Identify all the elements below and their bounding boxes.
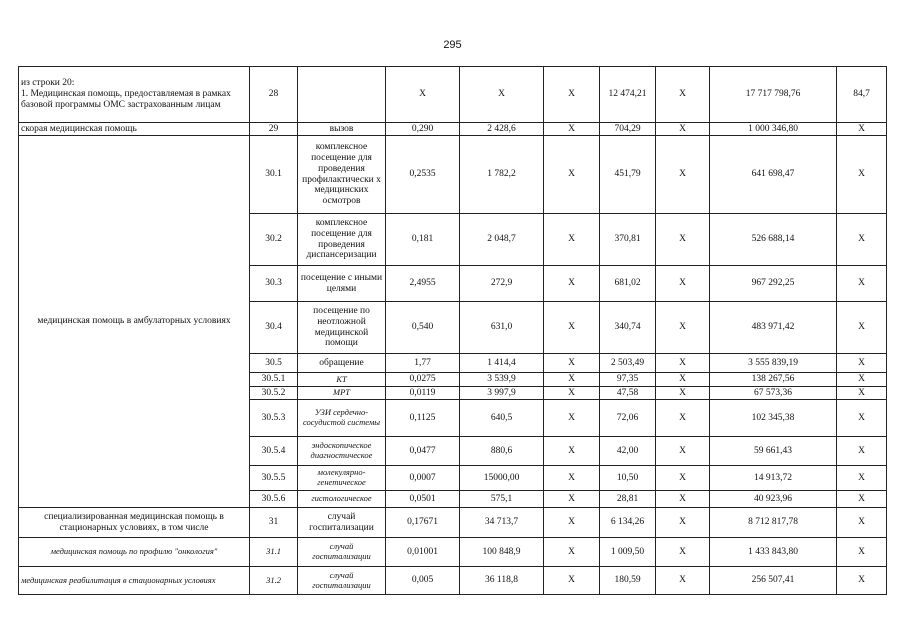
unit-cell: случай госпитализации [298, 567, 386, 595]
table-row [19, 508, 887, 538]
value-cell: X [544, 214, 600, 266]
row-number: 30.2 [250, 214, 298, 266]
row-name: медицинская помощь по профилю "онкология" [19, 538, 250, 567]
row-number: 30.5.3 [250, 400, 298, 437]
unit-cell: обращение [298, 354, 386, 373]
table-row [19, 123, 887, 136]
row-name: медицинская реабилитация в стационарных условиях [19, 567, 250, 595]
value-cell: 483 971,42 [710, 302, 837, 354]
value-cell: X [656, 354, 710, 373]
value-cell: 6 134,26 [600, 508, 656, 538]
unit-cell: КТ [298, 373, 386, 387]
value-cell: X [656, 373, 710, 387]
unit-cell: эндоскопическое диагностическое [298, 437, 386, 466]
value-cell: 0,181 [386, 214, 460, 266]
value-cell: 2 503,49 [600, 354, 656, 373]
value-cell: X [837, 437, 887, 466]
value-cell: 84,7 [837, 67, 887, 123]
value-cell: 0,0275 [386, 373, 460, 387]
value-cell: 40 923,96 [710, 491, 837, 508]
value-cell: X [656, 437, 710, 466]
unit-cell: случай госпитализации [298, 508, 386, 538]
value-cell: 526 688,14 [710, 214, 837, 266]
value-cell: 3 555 839,19 [710, 354, 837, 373]
value-cell: 967 292,25 [710, 266, 837, 302]
unit-cell: МРТ [298, 387, 386, 400]
value-cell: 1,77 [386, 354, 460, 373]
value-cell: 681,02 [600, 266, 656, 302]
value-cell: X [544, 491, 600, 508]
value-cell: X [656, 567, 710, 595]
value-cell: X [837, 373, 887, 387]
value-cell: X [837, 123, 887, 136]
value-cell: 256 507,41 [710, 567, 837, 595]
value-cell: X [837, 136, 887, 214]
value-cell: 0,0501 [386, 491, 460, 508]
value-cell: 14 913,72 [710, 466, 837, 491]
value-cell: X [544, 354, 600, 373]
value-cell: 138 267,56 [710, 373, 837, 387]
unit-cell: УЗИ сердечно-сосудистой системы [298, 400, 386, 437]
value-cell: 1 000 346,80 [710, 123, 837, 136]
value-cell: 704,29 [600, 123, 656, 136]
value-cell: X [837, 538, 887, 567]
value-cell: X [837, 387, 887, 400]
value-cell: 47,58 [600, 387, 656, 400]
value-cell: 102 345,38 [710, 400, 837, 437]
value-cell: X [837, 567, 887, 595]
value-cell: X [656, 214, 710, 266]
value-cell: 451,79 [600, 136, 656, 214]
value-cell: X [656, 400, 710, 437]
row-name: из строки 20: 1. Медицинская помощь, предоставляемая в рамках базовой программы ОМС застрахованным лицам [19, 67, 250, 123]
row-number: 31 [250, 508, 298, 538]
value-cell: X [656, 466, 710, 491]
value-cell: X [656, 136, 710, 214]
value-cell: X [656, 387, 710, 400]
value-cell: X [656, 123, 710, 136]
value-cell: X [656, 67, 710, 123]
unit-cell [298, 67, 386, 123]
value-cell: X [656, 538, 710, 567]
value-cell: X [837, 214, 887, 266]
value-cell: 272,9 [460, 266, 544, 302]
value-cell: X [837, 266, 887, 302]
table-row [19, 136, 887, 214]
value-cell: 880,6 [460, 437, 544, 466]
value-cell: X [544, 508, 600, 538]
value-cell: 1 433 843,80 [710, 538, 837, 567]
row-name: медицинская помощь в амбулаторных условиях [19, 136, 250, 508]
value-cell: 42,00 [600, 437, 656, 466]
value-cell: 0,2535 [386, 136, 460, 214]
value-cell: 0,01001 [386, 538, 460, 567]
page-number: 295 [443, 39, 462, 51]
value-cell: 0,290 [386, 123, 460, 136]
value-cell: 0,0477 [386, 437, 460, 466]
value-cell: X [544, 123, 600, 136]
value-cell: 1 414,4 [460, 354, 544, 373]
value-cell: X [544, 67, 600, 123]
value-cell: X [386, 67, 460, 123]
value-cell: 370,81 [600, 214, 656, 266]
row-number: 30.5.5 [250, 466, 298, 491]
value-cell: 0,0119 [386, 387, 460, 400]
row-number: 30.3 [250, 266, 298, 302]
value-cell: X [544, 538, 600, 567]
unit-cell: случай госпитализации [298, 538, 386, 567]
value-cell: 640,5 [460, 400, 544, 437]
row-number: 30.5.4 [250, 437, 298, 466]
value-cell: 36 118,8 [460, 567, 544, 595]
value-cell: X [544, 302, 600, 354]
value-cell: X [460, 67, 544, 123]
value-cell: X [656, 491, 710, 508]
value-cell: X [544, 567, 600, 595]
row-number: 30.5 [250, 354, 298, 373]
value-cell: 15000,00 [460, 466, 544, 491]
value-cell: X [837, 400, 887, 437]
value-cell: X [544, 373, 600, 387]
value-cell: 631,0 [460, 302, 544, 354]
value-cell: X [544, 136, 600, 214]
value-cell: 2 048,7 [460, 214, 544, 266]
value-cell: X [544, 400, 600, 437]
unit-cell: посещение с иными целями [298, 266, 386, 302]
value-cell: 575,1 [460, 491, 544, 508]
value-cell: X [544, 387, 600, 400]
value-cell: X [837, 491, 887, 508]
unit-cell: вызов [298, 123, 386, 136]
row-number: 30.1 [250, 136, 298, 214]
value-cell: X [837, 508, 887, 538]
unit-cell: комплексное посещение для проведения диспансеризации [298, 214, 386, 266]
row-number: 30.5.1 [250, 373, 298, 387]
row-number: 28 [250, 67, 298, 123]
value-cell: 10,50 [600, 466, 656, 491]
value-cell: 0,17671 [386, 508, 460, 538]
value-cell: 0,005 [386, 567, 460, 595]
value-cell: 0,1125 [386, 400, 460, 437]
value-cell: X [544, 437, 600, 466]
value-cell: X [837, 302, 887, 354]
value-cell: 641 698,47 [710, 136, 837, 214]
value-cell: 0,0007 [386, 466, 460, 491]
unit-cell: посещение по неотложной медицинской помощи [298, 302, 386, 354]
value-cell: 3 539,9 [460, 373, 544, 387]
row-number: 31.1 [250, 538, 298, 567]
value-cell: X [544, 266, 600, 302]
value-cell: 12 474,21 [600, 67, 656, 123]
value-cell: 8 712 817,78 [710, 508, 837, 538]
value-cell: 97,35 [600, 373, 656, 387]
value-cell: 2,4955 [386, 266, 460, 302]
unit-cell: гистологическое [298, 491, 386, 508]
value-cell: 180,59 [600, 567, 656, 595]
value-cell: 0,540 [386, 302, 460, 354]
row-name: специализированная медицинская помощь в стационарных условиях, в том числе [19, 508, 250, 538]
value-cell: 2 428,6 [460, 123, 544, 136]
value-cell: X [837, 466, 887, 491]
value-cell: 59 661,43 [710, 437, 837, 466]
value-cell: 17 717 798,76 [710, 67, 837, 123]
value-cell: 67 573,36 [710, 387, 837, 400]
table-row [19, 567, 887, 595]
value-cell: 34 713,7 [460, 508, 544, 538]
value-cell: 28,81 [600, 491, 656, 508]
value-cell: 1 009,50 [600, 538, 656, 567]
unit-cell: молекулярно-генетическое [298, 466, 386, 491]
value-cell: 72,06 [600, 400, 656, 437]
row-name: скорая медицинская помощь [19, 123, 250, 136]
value-cell: 3 997,9 [460, 387, 544, 400]
value-cell: 1 782,2 [460, 136, 544, 214]
unit-cell: комплексное посещение для проведения профилактически х медицинских осмотров [298, 136, 386, 214]
table-row [19, 67, 887, 123]
value-cell: X [544, 466, 600, 491]
row-number: 29 [250, 123, 298, 136]
row-number: 30.4 [250, 302, 298, 354]
row-number: 31.2 [250, 567, 298, 595]
value-cell: X [656, 302, 710, 354]
table-row [19, 538, 887, 567]
row-number: 30.5.6 [250, 491, 298, 508]
row-number: 30.5.2 [250, 387, 298, 400]
medical-care-table [18, 66, 887, 595]
value-cell: X [837, 354, 887, 373]
value-cell: 100 848,9 [460, 538, 544, 567]
value-cell: X [656, 508, 710, 538]
value-cell: 340,74 [600, 302, 656, 354]
value-cell: X [656, 266, 710, 302]
